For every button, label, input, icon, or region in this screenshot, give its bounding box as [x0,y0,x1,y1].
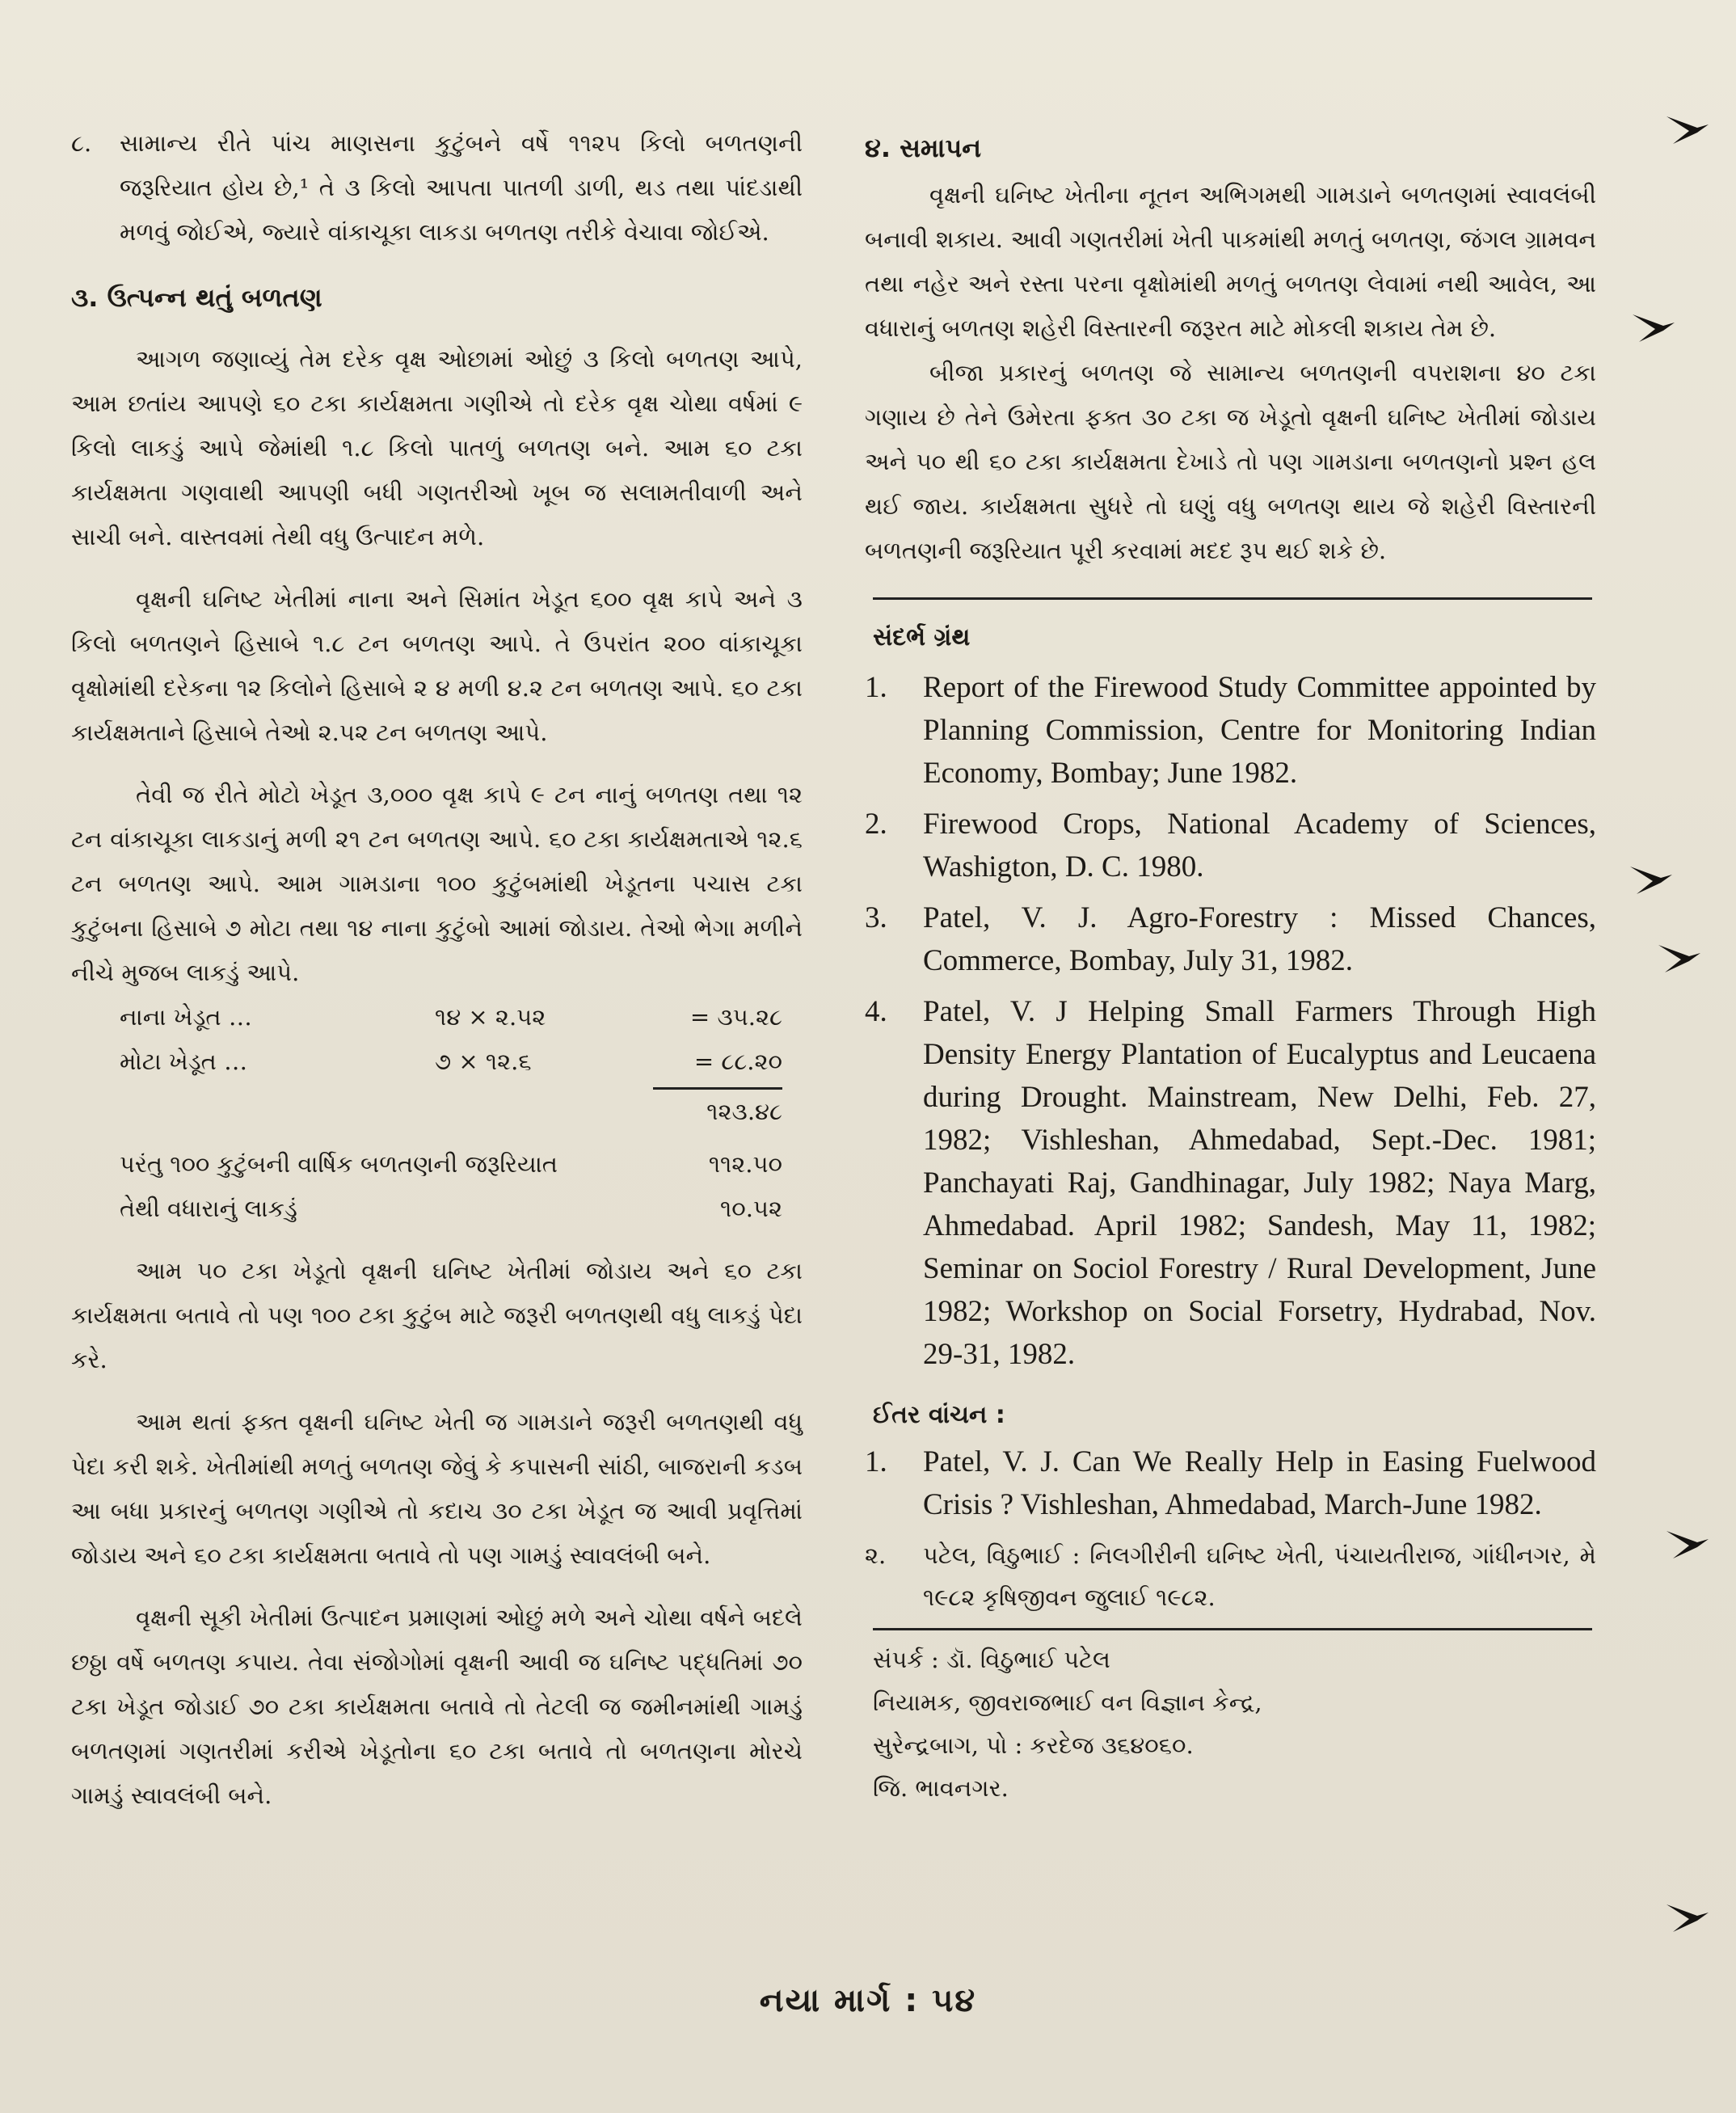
references-heading: સંદર્ભ ગ્રંથ [873,623,971,652]
surplus-value: ૧૦.૫૨ [720,1195,782,1222]
punch-hole-mark [1665,113,1710,146]
punch-hole-mark [1629,863,1674,896]
page-footer: નયા માર્ગ : ૫૪ [759,1982,977,2019]
calc-label: મોટા ખેડૂત … [120,1048,248,1075]
reference-number: 1. [865,671,887,704]
paragraph: બીજા પ્રકારનું બળતણ જે સામાન્ય બળતણની વપરાશના ૪૦ ટકા ગણાય છે તેને ઉમેરતા ફક્ત ૩૦ ટકા જ ખેડૂતો વૃક્ષની ઘનિષ્ટ ખેતીમાં જોડાય અને ૫૦ થી ૬૦ ટકા કાર્યક્ષમતા દેખાડે તો પણ ગામડાના બળતણનો પ્રશ્ન હલ થઈ જાય. કાર્યક્ષમતા સુધરે તો ઘણું વધુ બળતણ થાય જે શહેરી વિસ્તારની બળતણની જરૂરિયાત પૂરી કરવામાં મદદ રૂપ થઈ શકે છે. [865,359,1596,564]
requirement-row [120,1142,782,1187]
calc-result: = ૩૫.૨૮ [689,1003,782,1031]
calc-expression: ૧૪ × ૨.૫૨ [435,1003,546,1031]
calculation-row [120,1040,798,1084]
reference-number: 3. [865,901,887,934]
calc-label: નાના ખેડૂત … [120,1003,252,1031]
reading-number: ૨. [865,1542,887,1569]
punch-hole-mark [1631,311,1676,344]
section-4-heading: ૪. સમાપન [865,133,982,163]
punch-hole-mark [1657,942,1702,974]
paragraph: આગળ જણાવ્યું તેમ દરેક વૃક્ષ ઓછામાં ઓછું ૩ કિલો બળતણ આપે, આમ છતાંય આપણે ૬૦ ટકા કાર્યક્ષમતા ગણીએ તો દરેક વૃક્ષ ચોથા વર્ષમાં ૯ કિલો લાકડું આપે જેમાંથી ૧.૮ કિલો પાતળું બળતણ બને. આમ ૬૦ ટકા કાર્યક્ષમતા ગણવાથી આપણી બધી ગણતરીઓ ખૂબ જ સલામતીવાળી અને સાચી બને. વાસ્તવમાં તેથી વધુ ઉત્પાદન મળે. [71,345,803,550]
reference-item [865,666,1596,795]
further-reading-heading: ઈતર વાંચન : [873,1401,1005,1429]
reference-number: 2. [865,808,887,841]
point-8-text: સામાન્ય રીતે પાંચ માણસના કુટુંબને વર્ષે ૧૧૨૫ કિલો બળતણની જરૂરિયાત હોય છે,¹ તે ૩ કિલો આપતા પાતળી ડાળી, થડ તથા પાંદડાથી મળવું જોઈએ, જ્યારે વાંકાચૂકા લાકડા બળતણ તરીકે વેચાવા જોઈએ. [120,129,803,246]
paragraph: તેવી જ રીતે મોટો ખેડૂત ૩,૦૦૦ વૃક્ષ કાપે ૯ ટન નાનું બળતણ તથા ૧૨ ટન વાંકાચૂકા લાકડાનું મળી ૨૧ ટન બળતણ આપે. ૬૦ ટકા કાર્યક્ષમતાએ ૧૨.૬ ટન બળતણ આપે. આમ ગામડાના ૧૦૦ કુટુંબમાંથી ખેડૂતના પચાસ ટકા કુટુંબના હિસાબે ૭ મોટા તથા ૧૪ નાના કુટુંબો આમાં જોડાય. તેઓ ભેગા મળીને નીચે મુજબ લાકડું આપે. [71,781,803,986]
reference-item [865,990,1596,1376]
point-8 [71,121,803,255]
references-list [865,666,1596,1376]
right-column [865,121,1596,1810]
section-3-heading: ૩. ઉત્પન્ન થતું બળતણ [71,282,322,313]
paragraph: આમ થતાં ફક્ત વૃક્ષની ઘનિષ્ટ ખેતી જ ગામડાને જરૂરી બળતણથી વધુ પેદા કરી શકે. ખેતીમાંથી મળતું બળતણ જેવું કે કપાસની સાંઠી, બાજરાની કડબ આ બધા પ્રકારનું બળતણ ગણીએ તો કદાચ ૩૦ ટકા ખેડૂત જ આવી પ્રવૃત્તિમાં જોડાય અને ૬૦ ટકા કાર્યક્ષમતા બતાવે તો પણ ગામડું સ્વાવલંબી બને. [71,1408,803,1569]
requirement-value: ૧૧૨.૫૦ [708,1150,782,1178]
punch-hole-mark [1665,1528,1710,1560]
contact-line: સુરેન્દ્રબાગ, પો : કરદેજ ૩૬૪૦૬૦. [873,1731,1194,1759]
further-reading-list [865,1440,1596,1618]
calculation-row [120,995,798,1040]
reading-text: પટેલ, વિઠુભાઈ : નિલગીરીની ઘનિષ્ટ ખેતી, પંચાયતીરાજ, ગાંધીનગર, મે ૧૯૮૨ કૃષિજીવન જુલાઈ ૧૯૮૨. [923,1542,1596,1611]
left-column [71,121,803,1818]
reading-text: Patel, V. J. Can We Really Help in Easing Fuelwood Crisis ? Vishleshan, Ahmedabad, March-June 1982. [923,1445,1596,1521]
paragraph: વૃક્ષની ઘનિષ્ટ ખેતીમાં નાના અને સિમાંત ખેડૂત ૬૦૦ વૃક્ષ કાપે અને ૩ કિલો બળતણને હિસાબે ૧.૮ ટન બળતણ આપે. તે ઉપરાંત ૨૦૦ વાંકાચૂકા વૃક્ષોમાંથી દરેકના ૧૨ કિલોને હિસાબે ૨ ૪ મળી ૪.૨ ટન બળતણ આપે. ૬૦ ટકા કાર્યક્ષમતાને હિસાબે તેઓ ૨.૫૨ ટન બળતણ આપે. [71,585,803,746]
point-8-number: ૮. [71,129,92,157]
contact-block [873,1639,1596,1810]
surplus-row [120,1187,782,1231]
surplus-label: તેથી વધારાનું લાકડું [120,1195,297,1222]
reference-number: 4. [865,995,887,1028]
calc-total: ૧૨૩.૪૮ [706,1098,782,1125]
reference-text: Patel, V. J. Agro-Forestry : Missed Chances, Commerce, Bombay, July 31, 1982. [923,901,1596,977]
reference-item [865,803,1596,888]
reading-number: 1. [865,1445,887,1478]
divider [873,1628,1592,1630]
reference-text: Firewood Crops, National Academy of Sciences, Washigton, D. C. 1980. [923,808,1596,884]
divider [873,597,1592,600]
calculation-table [120,995,798,1134]
paragraph: વૃક્ષની સૂકી ખેતીમાં ઉત્પાદન પ્રમાણમાં ઓછું મળે અને ચોથા વર્ષને બદલે છઠ્ઠા વર્ષે બળતણ કપાય. તેવા સંજોગોમાં વૃક્ષની આવી જ ઘનિષ્ટ પદ્ધતિમાં ૭૦ ટકા ખેડૂત જોડાઈ ૭૦ ટકા કાર્યક્ષમતા બતાવે તો તેટલી જ જમીનમાંથી ગામડું બળતણમાં ગણતરીમાં કરીએ ખેડૂતોના ૬૦ ટકા બતાવે તો બળતણના મોરચે ગામડું સ્વાવલંબી બને. [71,1604,803,1809]
contact-line: નિયામક, જીવરાજભાઈ વન વિજ્ઞાન કેન્દ્ર, [873,1689,1262,1716]
contact-line: સંપર્ક : ડૉ. વિઠુભાઈ પટેલ [873,1646,1110,1673]
calc-result: = ૮૮.૨૦ [693,1048,782,1075]
reference-item [865,896,1596,982]
requirement-label: પરંતુ ૧૦૦ કુટુંબની વાર્ષિક બળતણની જરૂરિયાત [120,1150,558,1178]
reference-text: Patel, V. J Helping Small Farmers Through High Density Energy Plantation of Eucalyptus and Leucaena during Drought. Mainstream, New Delhi, Feb. 27, 1982; Vishleshan, Ahmedabad, Sept.-Dec. 1981; Panchayati Raj, Gandhinagar, July 1982; Naya Marg, Ahmedabad. April 1982; Sandesh, May 11, 1982; Seminar on Sociol Forestry / Rural Development, June 1982; Workshop on Social Forsetry, Hydrabad, Nov. 29-31, 1982. [923,995,1596,1371]
contact-line: જિ. ભાવનગર. [873,1774,1009,1802]
calc-expression: ૭ × ૧૨.૬ [435,1048,532,1075]
reference-text: Report of the Firewood Study Committee appointed by Planning Commission, Centre for Monitoring Indian Economy, Bombay; June 1982. [923,671,1596,790]
paragraph: આમ ૫૦ ટકા ખેડૂતો વૃક્ષની ઘનિષ્ટ ખેતીમાં જોડાય અને ૬૦ ટકા કાર્યક્ષમતા બતાવે તો પણ ૧૦૦ ટકા કુટુંબ માટે જરૂરી બળતણથી વધુ લાકડું પેદા કરે. [71,1257,803,1373]
reading-item [865,1534,1596,1618]
paragraph: વૃક્ષની ઘનિષ્ટ ખેતીના નૂતન અભિગમથી ગામડાને બળતણમાં સ્વાવલંબી બનાવી શકાય. આવી ગણતરીમાં ખેતી પાકમાંથી મળતું બળતણ, જંગલ ગ્રામવન તથા નહેર અને રસ્તા પરના વૃક્ષોમાંથી મળતું બળતણ લેવામાં નથી આવેલ, આ વધારાનું બળતણ શહેરી વિસ્તારની જરૂરત માટે મોકલી શકાય તેમ છે. [865,181,1596,342]
punch-hole-mark [1665,1901,1710,1934]
reading-item [865,1440,1596,1526]
